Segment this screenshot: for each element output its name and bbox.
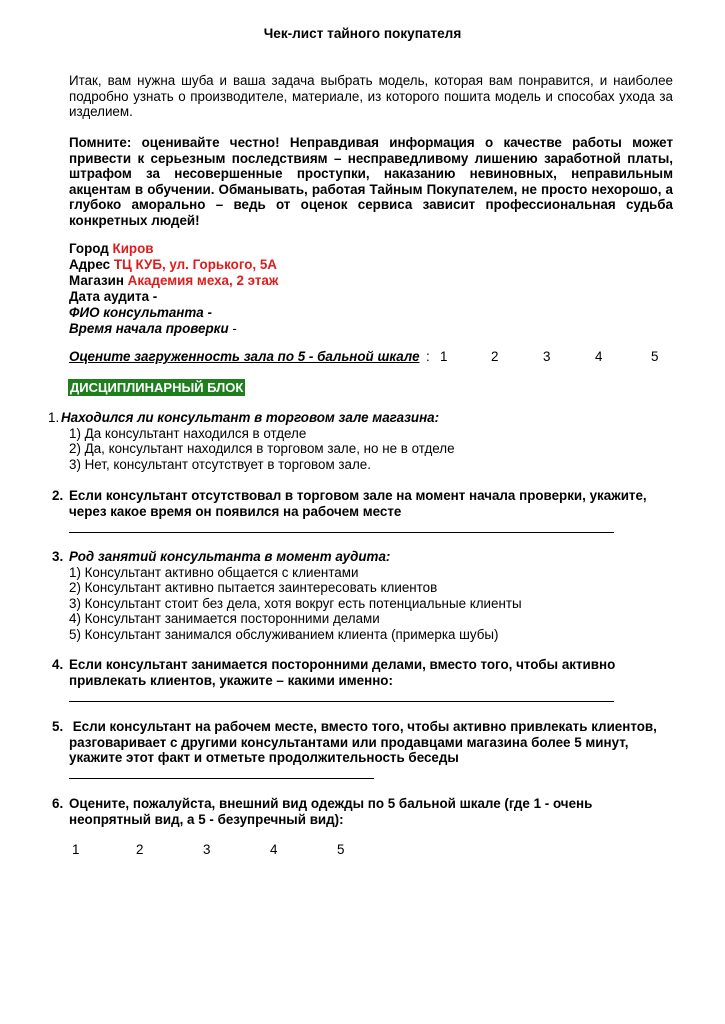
- appearance-rating-2[interactable]: 2: [136, 842, 144, 857]
- start-time-dash: -: [232, 321, 237, 336]
- load-rating-text: Оцените загруженность зала по 5 - бальной шкале: [69, 349, 420, 364]
- question-3-number: 3.: [52, 549, 64, 564]
- address-label: Адрес: [69, 257, 111, 272]
- date-label: Дата аудита -: [69, 289, 158, 304]
- shop-row: [69, 273, 278, 289]
- question-4-answer-line[interactable]: [69, 701, 614, 702]
- question-5-line-2: разговаривает с другими консультантами или продавцами магазина более 5 минут,: [69, 734, 629, 750]
- question-4-number: 4.: [52, 657, 64, 672]
- start-time-label: Время начала проверки: [69, 321, 229, 336]
- load-rating-1[interactable]: 1: [440, 349, 448, 364]
- question-6-number: 6.: [52, 796, 64, 811]
- question-5-answer-line[interactable]: [69, 778, 374, 779]
- warning-paragraph: Помните: оценивайте честно! Неправдивая информация о качестве работы может привести к серьезным последствиям – несправедливому лишению заработной платы, штрафом за несовершенные проступки, наказанию невиновных, неправильным акцентам в обучении. Обманывать, работая Тайным Покупателем, не просто нехорошо, а глубоко аморально – ведь от оценок сервиса зависит профессиональная судьба конкретных людей!: [69, 135, 673, 228]
- question-3-option-3[interactable]: 3) Консультант стоит без дела, хотя вокруг есть потенциальные клиенты: [69, 595, 522, 611]
- question-2: [52, 488, 689, 519]
- question-1-option-2[interactable]: 2) Да, консультант находился в торговом зале, но не в отделе: [69, 441, 455, 456]
- load-rating-5[interactable]: 5: [651, 349, 659, 364]
- question-5-line-1: Если консультант на рабочем месте, вместо того, чтобы активно привлекать клиентов,: [69, 719, 657, 734]
- appearance-rating-1[interactable]: 1: [72, 842, 80, 857]
- question-6-line-2: неопрятный вид, а 5 - безупречный вид):: [69, 811, 344, 827]
- address-row: [69, 257, 278, 273]
- question-1: [48, 410, 679, 472]
- load-rating-label: [69, 349, 420, 364]
- address-value: ТЦ КУБ, ул. Горького, 5А: [113, 257, 277, 272]
- appearance-rating-row: [72, 842, 372, 860]
- question-3-option-2[interactable]: 2) Консультант активно пытается заинтересовать клиентов: [69, 580, 438, 595]
- question-4-line-1: Если консультант занимается посторонними делами, вместо того, чтобы активно: [69, 657, 616, 672]
- consultant-row: [69, 305, 278, 321]
- intro-paragraph: Итак, вам нужна шуба и ваша задача выбрать модель, которая вам понравится, и наиболее подробно узнать о производителе, материале, из которого пошита модель и способах ухода за изделием.: [69, 73, 673, 119]
- question-2-line-1: Если консультант отсутствовал в торговом зале на момент начала проверки, укажите,: [69, 488, 647, 503]
- question-5-line-3: укажите этот факт и отметьте продолжительность беседы: [69, 750, 459, 765]
- load-rating-2[interactable]: 2: [491, 349, 499, 364]
- load-rating-colon: :: [426, 349, 430, 364]
- question-4: [52, 657, 689, 688]
- appearance-rating-3[interactable]: 3: [203, 842, 211, 857]
- question-1-number: 1.: [48, 410, 60, 425]
- city-label: Город: [69, 241, 109, 256]
- question-6-line-1: Оцените, пожалуйста, внешний вид одежды по 5 бальной шкале (где 1 - очень: [69, 796, 593, 811]
- question-6: [52, 796, 689, 827]
- load-rating-4[interactable]: 4: [595, 349, 603, 364]
- city-row: [69, 241, 278, 257]
- appearance-rating-5[interactable]: 5: [337, 842, 345, 857]
- consultant-label: ФИО консультанта -: [69, 305, 212, 320]
- disciplinary-block-heading: ДИСЦИПЛИНАРНЫЙ БЛОК: [70, 380, 244, 395]
- load-rating-row: [69, 349, 689, 367]
- question-3-option-1[interactable]: 1) Консультант активно общается с клиентами: [69, 564, 359, 580]
- shop-label: Магазин: [69, 273, 124, 288]
- question-3-option-4[interactable]: 4) Консультант занимается посторонними делами: [69, 611, 380, 626]
- question-5: [52, 719, 699, 766]
- audit-info: [69, 241, 278, 337]
- question-3: [52, 549, 689, 642]
- shop-value: Академия меха, 2 этаж: [127, 273, 279, 288]
- question-3-option-5[interactable]: 5) Консультант занимался обслуживанием клиента (примерка шубы): [69, 626, 499, 642]
- question-1-option-1[interactable]: 1) Да консультант находился в отделе: [69, 425, 307, 441]
- question-1-text: Находился ли консультант в торговом зале магазина:: [61, 410, 440, 425]
- question-5-number: 5.: [52, 719, 64, 734]
- page-title: Чек-лист тайного покупателя: [263, 26, 462, 41]
- question-2-line-2: через какое время он появился на рабочем месте: [69, 503, 402, 519]
- city-value: Киров: [112, 241, 154, 256]
- appearance-rating-4[interactable]: 4: [270, 842, 278, 857]
- date-row: [69, 289, 278, 305]
- question-2-number: 2.: [52, 488, 64, 503]
- load-rating-3[interactable]: 3: [543, 349, 551, 364]
- start-time-row: [69, 321, 278, 337]
- question-3-text: Род занятий консультанта в момент аудита:: [69, 549, 391, 564]
- question-1-option-3[interactable]: 3) Нет, консультант отсутствует в торговом зале.: [69, 456, 371, 472]
- question-2-answer-line[interactable]: [69, 532, 614, 533]
- question-4-line-2: привлекать клиентов, укажите – какими именно:: [69, 672, 393, 688]
